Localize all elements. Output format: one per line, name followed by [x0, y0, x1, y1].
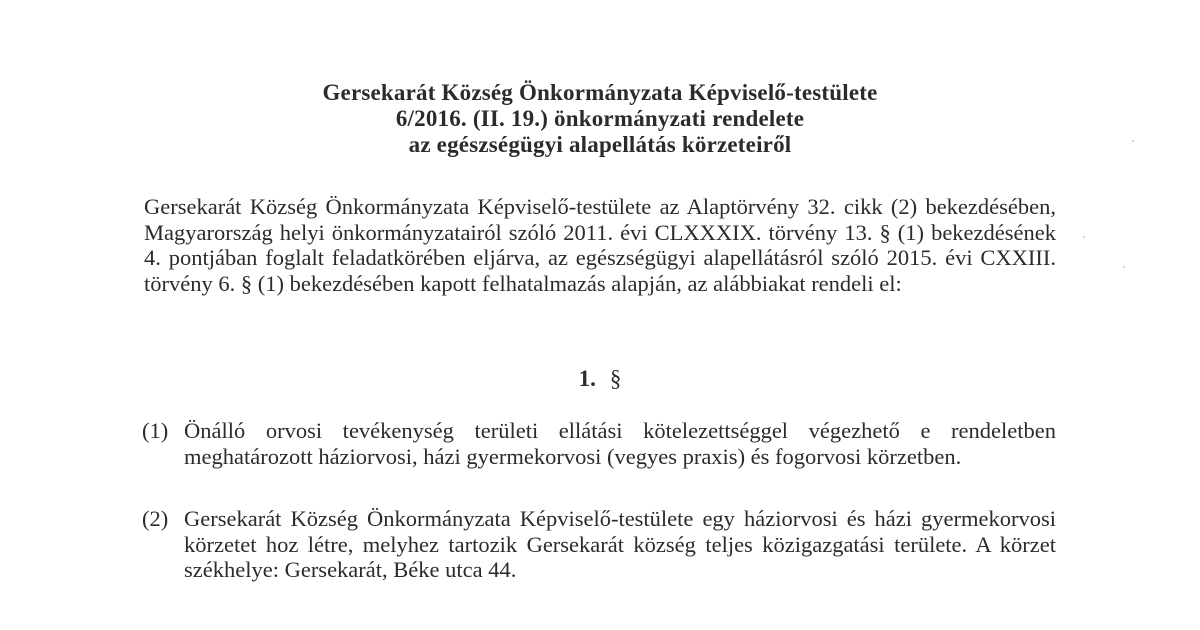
paragraph-text: Önálló orvosi tevékenység területi ellátási kötelezettséggel végezhető e rendeletben meghatározott háziorvosi, házi gyermekorvosi (vegyes praxis) és fogorvosi körzetben. — [184, 418, 1056, 469]
title-line-subject: az egészségügyi alapellátás körzeteiről — [408, 132, 792, 157]
paragraph-number: (1) — [142, 418, 169, 443]
paragraph-text: Gersekarát Község Önkormányzata Képviselő-testülete egy háziorvosi és házi gyermekorvosi körzetet hoz létre, melyhez tartozik Gersekarát község teljes közigazgatási területe. A körzet székhelye: Gersekarát, Béke utca 44. — [184, 506, 1056, 582]
section-number: 1. — [578, 366, 596, 391]
title-line-decree-number: 6/2016. (II. 19.) önkormányzati rendelete — [395, 106, 805, 131]
scan-speck — [1083, 236, 1085, 238]
title-line-issuer: Gersekarát Község Önkormányzata Képviselő-testülete — [322, 80, 878, 105]
paragraph-2 — [142, 506, 1056, 583]
section-heading — [0, 366, 1200, 392]
paragraph-1 — [142, 418, 1056, 469]
document-title — [0, 80, 1200, 158]
section-sign: § — [609, 366, 622, 391]
scan-speck — [1123, 266, 1125, 268]
preamble-paragraph: Gersekarát Község Önkormányzata Képviselő-testülete az Alaptörvény 32. cikk (2) bekezdésében, Magyarország helyi önkormányzatairól szóló 2011. évi CLXXXIX. törvény 13. § (1) bekezdésének 4. pontjában foglalt feladatkörében eljárva, az egészségügyi alapellátásról szóló 2015. évi CXXIII. törvény 6. § (1) bekezdésében kapott felhatalmazás alapján, az alábbiakat rendeli el: — [144, 194, 1056, 296]
scan-speck — [1132, 140, 1134, 142]
paragraph-number: (2) — [142, 506, 169, 531]
